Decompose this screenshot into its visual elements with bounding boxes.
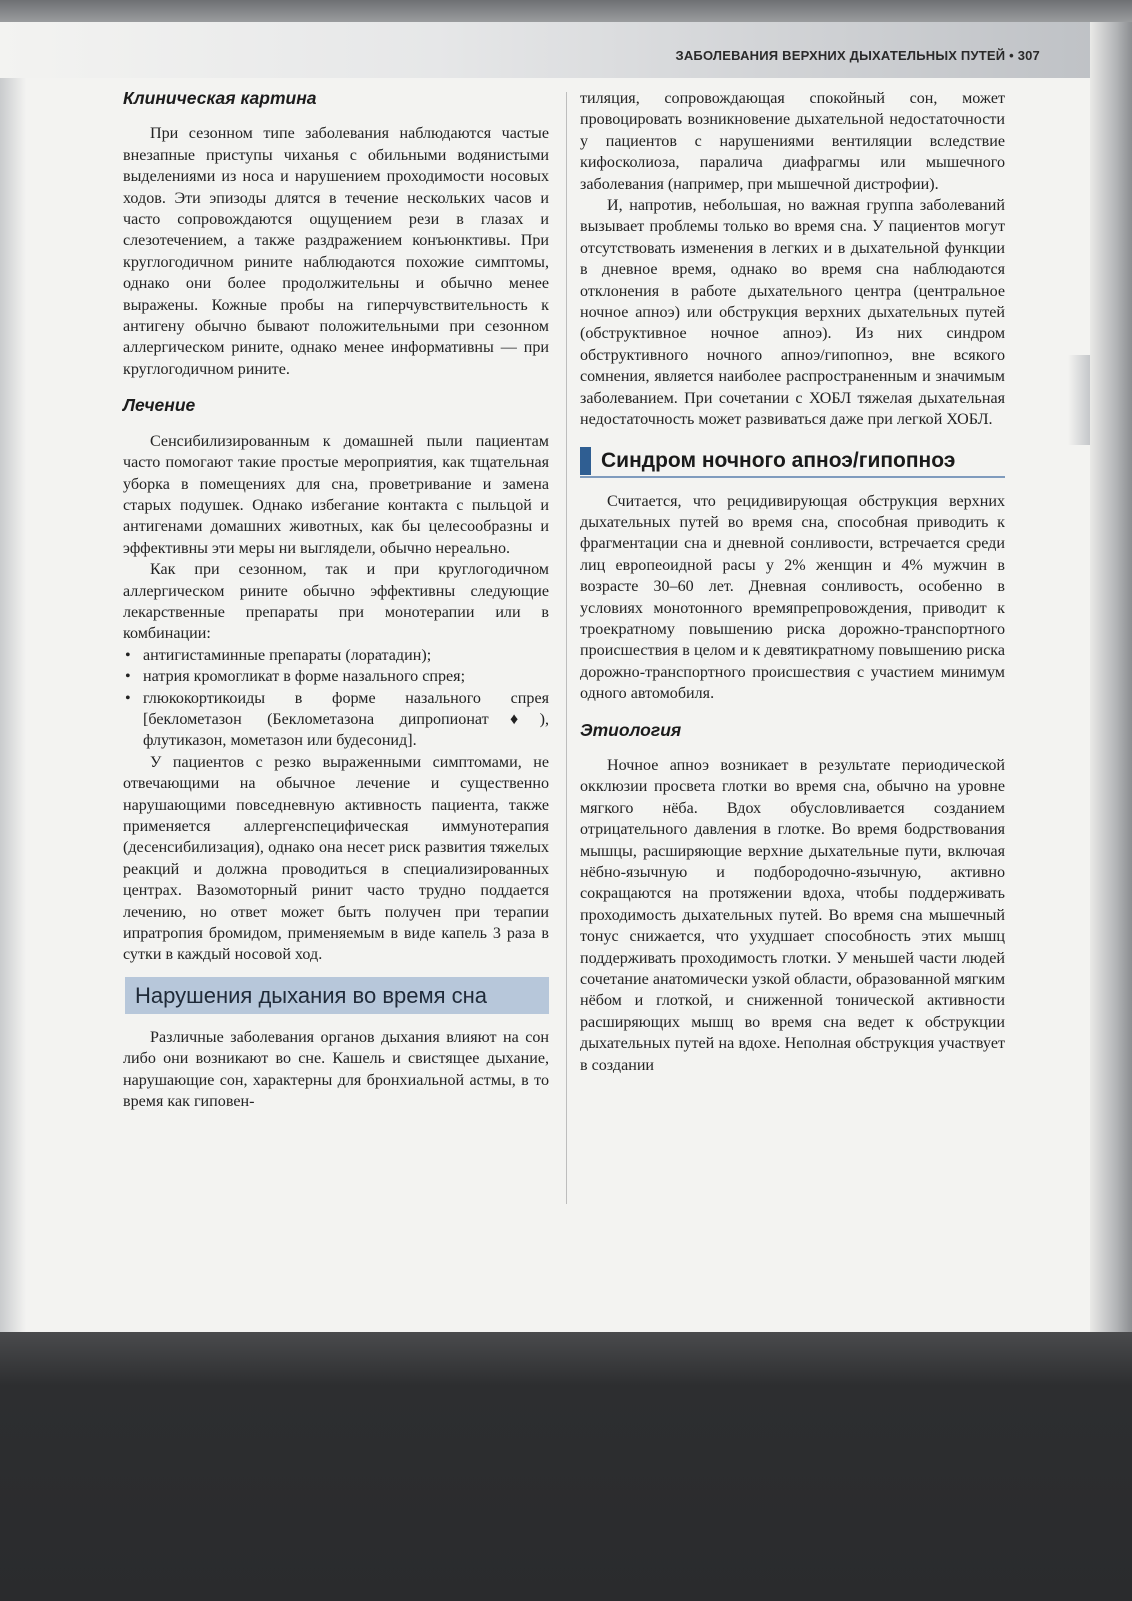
heading-etiology: Этиология xyxy=(580,719,682,740)
page-edge-shadow xyxy=(1090,22,1132,1332)
paragraph-treatment-2: Как при сезонном, так и при круглогодичном аллергическом рините обычно эффективны следующие лекарственные препараты при монотерапии или в комбинации: xyxy=(123,561,549,643)
thumb-index-tab xyxy=(1068,355,1090,445)
list-item: • антигистаминные препараты (лоратадин); xyxy=(123,645,549,666)
paragraph-sleep-1: Различные заболевания органов дыхания влияют на сон либо они возникают во сне. Кашель и свистящее дыхание, нарушающие сон, характерны для бронхиальной астмы, в то время как гиповен- xyxy=(123,1028,549,1111)
page-gutter-shadow xyxy=(0,22,26,1332)
paragraph-treatment-1: Сенсибилизированным к домашней пыли пациентам часто помогают такие простые мероприятия, как тщательная уборка в помещениях для сна, проветривание и замена старых подушек. Однако избегание контакта с пыльцой и антигенами домашних животных, как бы целесообразны и эффективны эти меры ни выглядели, обычно нереально. xyxy=(123,432,549,557)
paragraph-etiology-1: Ночное апноэ возникает в результате периодической окклюзии просвета глотки во время сна, обычно на уровне мягкого нёба. Вдох обусловливается созданием отрицательного давления в глотке. Во время бодрствования мышцы, расширяющие верхние дыхательные пути, включая нёбно-язычную и подбородочно-язычную, активно сокращаются на протяжении вдоха, чтобы поддерживать проходимость дыхательных путей. Во время сна мышечный тонус снижается, что ухудшает способность этих мышц поддерживать проходимость глотки. У меньшей части людей сочетание анатомически узкой области, образованной мягким нёбом и глоткой, и сниженной тонической активности расширяющих мышц во время сна ведет к обструкции дыхательных путей на вдохе. Неполная обструкция участвует в создании xyxy=(580,756,1005,1074)
paragraph-continued-1: тиляция, сопровождающая спокойный сон, может провоцировать возникновение дыхательной недостаточности у пациентов с нарушениями вентиляции вследствие кифосколиоза, паралича диафрагмы или мышечного заболевания (например, при мышечной дистрофии). xyxy=(580,90,1005,193)
scan-top-edge xyxy=(0,0,1132,22)
paragraph-apnea-1: Считается, что рецидивирующая обструкция верхних дыхательных путей во время сна, способная приводить к фрагментации сна и дневной сонливости, встречается среди лиц европеоидной расы у 2% женщин и 4% мужчин в возрасте 30–60 лет. Дневная сонливость, особенно в условиях монотонного времяпрепровождения, приводит к троекратному повышению риска дорожно-транспортного происшествия в целом и к девятикратному повышению риска дорожно-транспортного происшествия с участием минимум одного автомобиля. xyxy=(580,492,1005,703)
paragraph-continued-2: И, напротив, небольшая, но важная группа заболеваний вызывает проблемы только во время сна. У пациентов могут отсутствовать изменения в легких и в дыхательной функции в дневное время, однако во время сна наблюдаются отклонения в работе дыхательного центра (центральное ночное апноэ) или обструкция верхних дыхательных путей (обструктивное ночное апноэ). Из них синдром обструктивного ночного апноэ/гипопноэ, вне всякого сомнения, является наиболее распространенным и значимым заболеванием. При сочетании с ХОБЛ тяжелая дыхательная недостаточность может развиваться даже при легкой ХОБЛ. xyxy=(580,197,1005,429)
paragraph-clinical: При сезонном типе заболевания наблюдаются частые внезапные приступы чиханья с обильными водянистыми выделениями из носа и нарушением проходимости носовых ходов. Эти эпизоды длятся в течение нескольких часов и часто сопровождаются ощущением рези в глазах и слезотечением, а также раздражением конъюнктивы. При круглогодичном рините наблюдаются похожие симптомы, однако они более продолжительны и обычно менее выражены. Кожные пробы на гиперчувствительность к антигену обычно бывают положительными при сезонном аллергическом рините, однако менее информативны — при круглогодичном рините. xyxy=(123,125,549,378)
heading-clinical-picture: Клиническая картина xyxy=(123,88,317,108)
section-heading-apnea-label: Синдром ночного апноэ/гипопноэ xyxy=(601,448,956,472)
heading-treatment: Лечение xyxy=(123,395,196,416)
section-heading-apnea xyxy=(580,446,1005,478)
left-column xyxy=(123,88,549,1112)
column-divider xyxy=(566,92,567,1204)
paragraph-treatment-3: У пациентов с резко выраженными симптомами, не отвечающими на обычное лечение и существенно нарушающими повседневную активность пациента, также применяется аллергенспецифическая иммунотерапия (десенсибилизация), однако она несет риск развития тяжелых реакций и должна проводиться в специализированных центрах. Вазомоторный ринит часто трудно поддается лечению, но ответ может быть получен при терапии ипратропия бромидом, применяемым в виде капель 3 раза в сутки в каждый носовой ход. xyxy=(123,753,549,964)
running-header-title: ЗАБОЛЕВАНИЯ ВЕРХНИХ ДЫХАТЕЛЬНЫХ ПУТЕЙ • 307 xyxy=(675,48,1040,63)
section-marker-block xyxy=(580,447,591,475)
scanner-background xyxy=(0,1332,1132,1601)
medication-list xyxy=(123,645,549,752)
list-item: • натрия кромогликат в форме назального спрея; xyxy=(123,666,549,687)
right-column xyxy=(580,88,1005,1076)
list-item: • глюкокортикоиды в форме назального спрея [беклометазон (Беклометазона дипропионат♦), флутиказон, мометазон или будесонид]. xyxy=(123,688,549,752)
section-band-sleep-disorders: Нарушения дыхания во время сна xyxy=(125,977,549,1014)
